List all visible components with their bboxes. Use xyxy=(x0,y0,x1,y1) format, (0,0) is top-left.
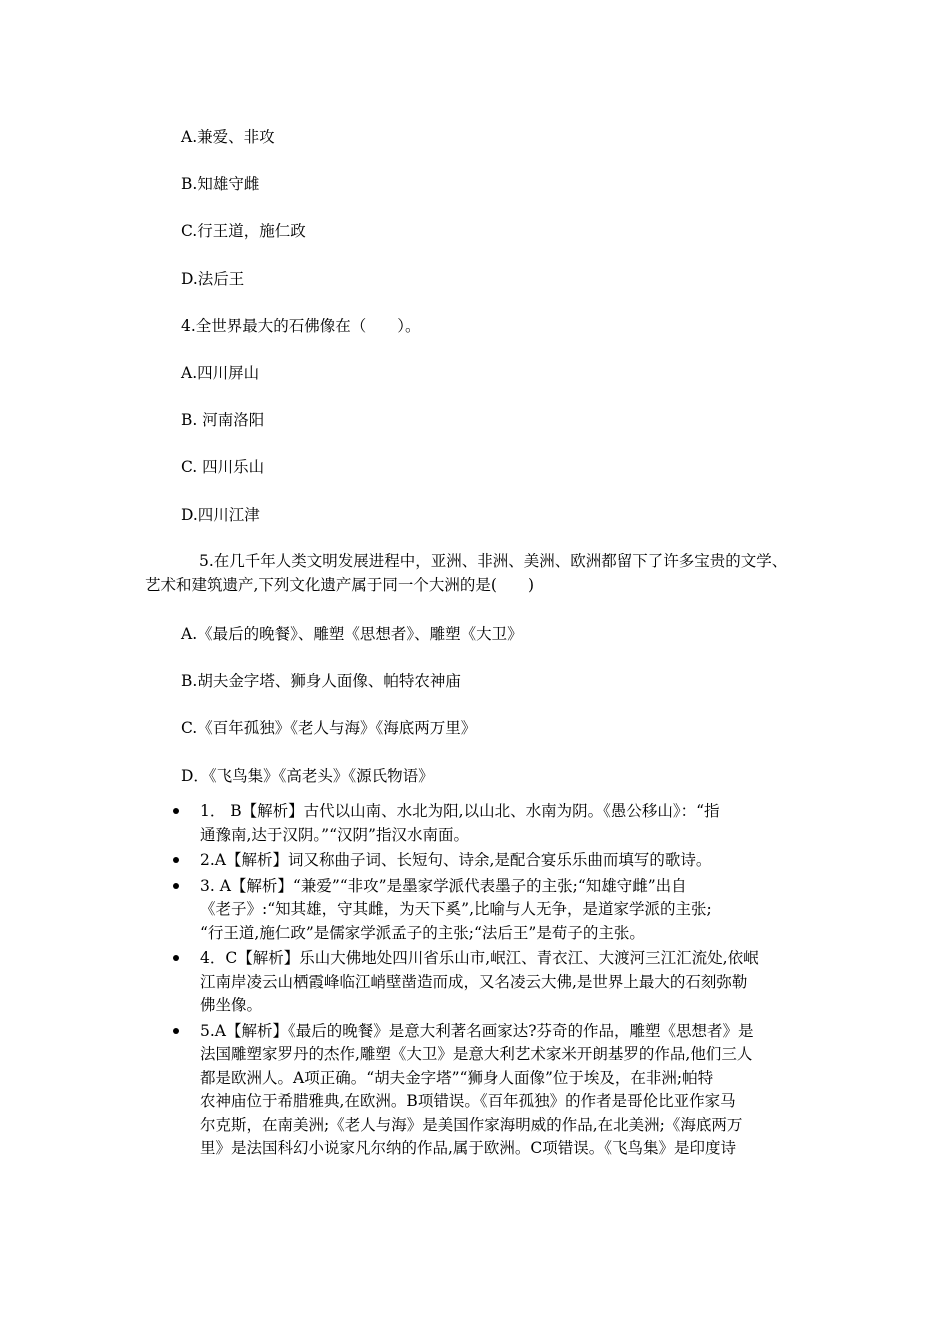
answer-5-line-3: 都是欧洲人。A项正确。“胡夫金字塔”“狮身人面像”位于埃及，在非洲;帕特 xyxy=(200,1068,714,1087)
q5-question-line1: 5.在几千年人类文明发展进程中，亚洲、非洲、美洲、欧洲都留下了许多宝贵的文学、 xyxy=(199,552,788,570)
q5-question-line2: 艺术和建筑遗产,下列文化遗产属于同一个大洲的是( ) xyxy=(145,576,535,594)
bullet-icon xyxy=(173,955,179,961)
bullet-icon xyxy=(173,808,179,814)
q5-question xyxy=(145,549,825,597)
answer-1-line-2: 通豫南,达于汉阴。”“汉阴”指汉水南面。 xyxy=(200,825,469,844)
answer-3-line-3: “行王道,施仁政”是儒家学派孟子的主张;“法后王”是荀子的主张。 xyxy=(200,923,645,942)
bullet-icon xyxy=(173,857,179,863)
answer-item-4 xyxy=(150,947,830,1018)
q5-option-b: B.胡夫金字塔、狮身人面像、帕特农神庙 xyxy=(181,672,461,690)
q4-option-a: A.四川屏山 xyxy=(181,364,260,382)
q3-option-a: A.兼爱、非攻 xyxy=(181,128,275,146)
answer-5-line-5: 尔克斯，在南美洲;《老人与海》是美国作家海明威的作品,在北美洲;《海底两万 xyxy=(200,1115,743,1134)
answer-4-line-1: 4．C【解析】乐山大佛地处四川省乐山市,岷江、青衣江、大渡河三江汇流处,依岷 xyxy=(200,949,759,967)
q3-option-c: C.行王道，施仁政 xyxy=(181,222,306,240)
answer-3-line-2: 《老子》:“知其雄，守其雌，为天下奚”,比喻与人无争，是道家学派的主张; xyxy=(200,900,712,918)
answer-item-1 xyxy=(150,800,830,847)
answer-list xyxy=(150,800,830,1163)
answer-5-line-2: 法国雕塑家罗丹的杰作,雕塑《大卫》是意大利艺术家米开朗基罗的作品,他们三人 xyxy=(200,1045,753,1063)
q5-option-d: D．《飞鸟集》《高老头》《源氏物语》 xyxy=(181,767,434,785)
answer-item-2 xyxy=(150,849,830,873)
answer-item-5 xyxy=(150,1020,830,1161)
answer-1-line-1: 1． B【解析】古代以山南、水北为阳,以山北、水南为阴。《愚公移山》：“指 xyxy=(200,802,720,820)
answer-4-line-3: 佛坐像。 xyxy=(200,996,263,1014)
answer-5-line-1: 5.A【解析】《最后的晚餐》是意大利著名画家达?芬奇的作品，雕塑《思想者》是 xyxy=(200,1021,754,1040)
answer-5-line-4: 农神庙位于希腊雅典,在欧洲。B项错误。《百年孤独》的作者是哥伦比亚作家马 xyxy=(200,1092,736,1110)
bullet-icon xyxy=(173,883,179,889)
q3-option-b: B.知雄守雌 xyxy=(181,175,260,193)
bullet-icon xyxy=(173,1028,179,1034)
answer-2-line-1: 2.A【解析】词又称曲子词、长短句、诗余,是配合宴乐乐曲而填写的歌诗。 xyxy=(200,851,712,869)
q3-option-d: D.法后王 xyxy=(181,270,245,288)
q4-option-c: C. 四川乐山 xyxy=(181,458,265,476)
answer-3-line-1: 3. A【解析】“兼爱”“非攻”是墨家学派代表墨子的主张;“知雄守雌”出自 xyxy=(200,876,687,895)
answer-item-3 xyxy=(150,875,830,946)
answer-4-line-2: 江南岸凌云山栖霞峰临江峭壁凿造而成，又名凌云大佛,是世界上最大的石刻弥勒 xyxy=(200,972,748,991)
q4-option-d: D.四川江津 xyxy=(181,506,260,524)
q5-option-a: A.《最后的晚餐》、雕塑《思想者》、雕塑《大卫》 xyxy=(181,625,523,643)
answer-5-line-6: 里》是法国科幻小说家凡尔纳的作品,属于欧洲。C项错误。《飞鸟集》是印度诗 xyxy=(200,1139,737,1157)
q4-question: 4.全世界最大的石佛像在（ ）。 xyxy=(181,317,421,335)
q5-option-c: C.《百年孤独》《老人与海》《海底两万里》 xyxy=(181,719,477,737)
q4-option-b: B. 河南洛阳 xyxy=(181,411,265,429)
